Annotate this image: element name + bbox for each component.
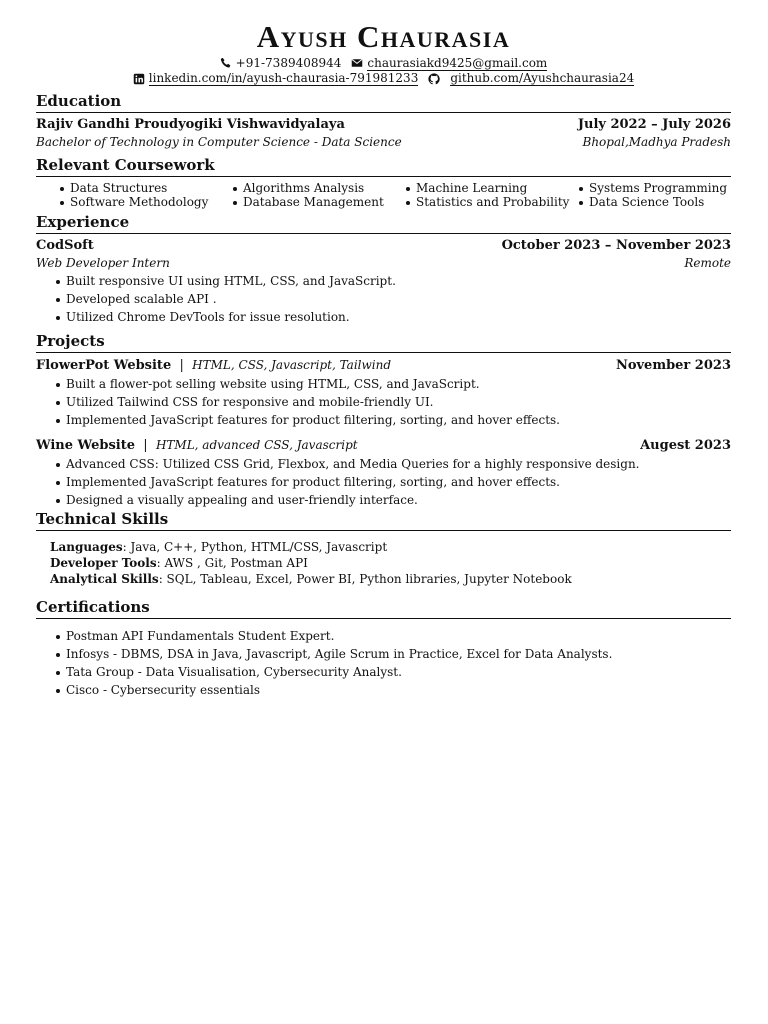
experience-bullets bbox=[36, 272, 731, 326]
skills-line bbox=[50, 539, 731, 555]
skills-line bbox=[50, 555, 731, 571]
project-name: FlowerPot Website bbox=[36, 358, 172, 373]
github-icon bbox=[428, 73, 440, 85]
project-date: November 2023 bbox=[615, 358, 731, 373]
list-item: Implemented JavaScript features for product filtering, sorting, and hover effects. bbox=[66, 411, 731, 429]
list-item: Designed a visually appealing and user-friendly interface. bbox=[66, 491, 731, 509]
project-entry bbox=[36, 437, 731, 509]
skills-label: Analytical Skills bbox=[50, 572, 159, 586]
course-item: Statistics and Probability bbox=[416, 195, 577, 209]
resume-page bbox=[36, 18, 731, 699]
linkedin-contact[interactable] bbox=[133, 71, 419, 86]
certifications-heading: Certifications bbox=[36, 598, 731, 619]
project-tech: HTML, CSS, Javascript, Tailwind bbox=[192, 358, 392, 372]
skills-label: Developer Tools bbox=[50, 556, 157, 570]
projects-section bbox=[36, 332, 731, 509]
course-item: Data Structures bbox=[70, 181, 231, 195]
project-separator: | bbox=[175, 358, 189, 373]
email-link[interactable]: chaurasiakd9425@gmail.com bbox=[367, 55, 548, 70]
github-contact[interactable] bbox=[428, 71, 440, 86]
list-item: Utilized Chrome DevTools for issue resolution. bbox=[66, 308, 731, 326]
skills-line bbox=[50, 571, 731, 587]
project-bullets bbox=[36, 455, 731, 509]
project-separator: | bbox=[139, 438, 152, 453]
course-item: Systems Programming bbox=[589, 181, 750, 195]
list-item: Advanced CSS: Utilized CSS Grid, Flexbox, and Media Queries for a highly responsive design. bbox=[66, 455, 731, 473]
course-item: Database Management bbox=[243, 195, 404, 209]
list-item: Tata Group - Data Visualisation, Cybersecurity Analyst. bbox=[66, 663, 731, 681]
github-contact-text[interactable] bbox=[450, 71, 634, 86]
coursework-grid bbox=[36, 181, 731, 209]
phone-number: +91-7389408944 bbox=[235, 56, 342, 70]
job-location: Remote bbox=[684, 256, 731, 270]
project-tech: HTML, advanced CSS, Javascript bbox=[155, 438, 358, 452]
list-item: Built a flower-pot selling website using HTML, CSS, and JavaScript. bbox=[66, 375, 731, 393]
coursework-column bbox=[58, 181, 231, 209]
course-item: Data Science Tools bbox=[589, 195, 750, 209]
job-role: Web Developer Intern bbox=[36, 256, 170, 270]
skills-value: : AWS , Git, Postman API bbox=[156, 556, 308, 570]
course-item: Software Methodology bbox=[70, 195, 231, 209]
experience-heading: Experience bbox=[36, 213, 731, 234]
experience-section bbox=[36, 213, 731, 326]
experience-dates: October 2023 – November 2023 bbox=[501, 238, 731, 253]
skills-heading: Technical Skills bbox=[36, 510, 731, 531]
skills-section bbox=[36, 510, 731, 587]
projects-heading: Projects bbox=[36, 332, 731, 353]
skills-label: Languages bbox=[50, 540, 123, 554]
contact-bar bbox=[36, 55, 731, 86]
project-name: Wine Website bbox=[36, 438, 135, 453]
coursework-column bbox=[577, 181, 750, 209]
list-item: Developed scalable API . bbox=[66, 290, 731, 308]
coursework-column bbox=[231, 181, 404, 209]
linkedin-icon bbox=[133, 73, 145, 85]
phone-icon bbox=[220, 57, 232, 69]
education-section bbox=[36, 92, 731, 151]
linkedin-link[interactable]: linkedin.com/in/ayush-chaurasia-791981233 bbox=[148, 71, 419, 85]
list-item: Cisco - Cybersecurity essentials bbox=[66, 681, 731, 699]
school-name: Rajiv Gandhi Proudyogiki Vishwavidyalaya bbox=[36, 117, 345, 132]
education-location: Bhopal,Madhya Pradesh bbox=[582, 135, 731, 149]
candidate-name: Ayush Chaurasia bbox=[256, 19, 511, 54]
degree: Bachelor of Technology in Computer Science - Data Science bbox=[36, 135, 402, 149]
course-item: Machine Learning bbox=[416, 181, 577, 195]
certifications-list bbox=[36, 627, 731, 699]
list-item: Postman API Fundamentals Student Expert. bbox=[66, 627, 731, 645]
email-icon bbox=[351, 57, 363, 69]
course-item: Algorithms Analysis bbox=[243, 181, 404, 195]
skills-value: : SQL, Tableau, Excel, Power BI, Python libraries, Jupyter Notebook bbox=[158, 572, 572, 586]
project-bullets bbox=[36, 375, 731, 429]
list-item: Infosys - DBMS, DSA in Java, Javascript, Agile Scrum in Practice, Excel for Data Analysts. bbox=[66, 645, 731, 663]
education-heading: Education bbox=[36, 92, 731, 113]
list-item: Implemented JavaScript features for product filtering, sorting, and hover effects. bbox=[66, 473, 731, 491]
skills-value: : Java, C++, Python, HTML/CSS, Javascript bbox=[122, 540, 388, 554]
coursework-column bbox=[404, 181, 577, 209]
skills-list bbox=[36, 539, 731, 587]
education-dates: July 2022 – July 2026 bbox=[577, 117, 731, 132]
coursework-section bbox=[36, 156, 731, 209]
list-item: Built responsive UI using HTML, CSS, and JavaScript. bbox=[66, 272, 731, 290]
coursework-heading: Relevant Coursework bbox=[36, 156, 731, 177]
list-item: Utilized Tailwind CSS for responsive and mobile-friendly UI. bbox=[66, 393, 731, 411]
github-link[interactable]: github.com/Ayushchaurasia24 bbox=[450, 71, 635, 85]
phone-contact bbox=[220, 55, 342, 71]
company-name: CodSoft bbox=[36, 238, 94, 253]
certifications-section bbox=[36, 598, 731, 699]
email-contact[interactable] bbox=[351, 55, 547, 71]
project-date: Augest 2023 bbox=[640, 438, 731, 453]
project-entry bbox=[36, 357, 731, 429]
